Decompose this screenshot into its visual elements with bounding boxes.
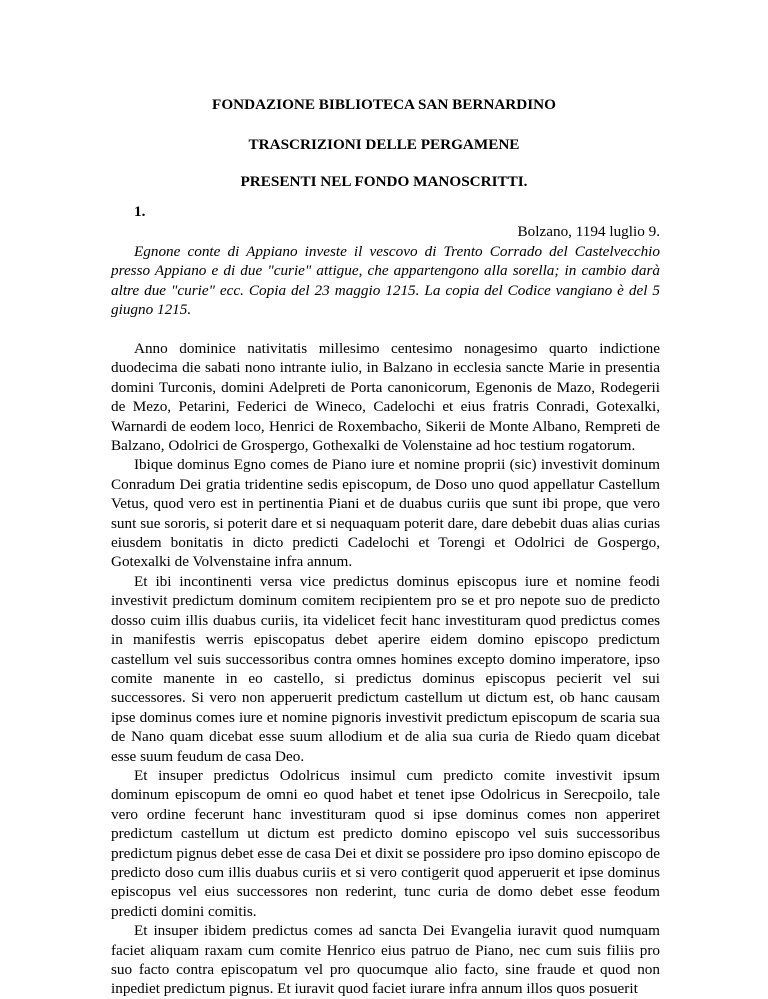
body-paragraph: Et insuper predictus Odolricus insimul cum predicto comite investivit ipsum dominum episcopum de omni eo quod habet et tenet ipse Odolricus in Serecpoilo, tale vero ordine fecerunt hanc investituram quod si ipse dominus comes non apperiret predictum castellum ut dictum est predicto domino episcopo vel suis successoribus predictum pignus debet esse de casa Dei et dixit se possidere pro ipso domino episcopo de predicto doso cum illis duabus curiis et si vero contigerit quod apperuerit et ipse dominus episcopus vel eius successores non rederint, tunc curia de domo debet esse feodum predicti domini comitis.: [111, 766, 660, 920]
body-paragraph: Ibique dominus Egno comes de Piano iure et nomine proprii (sic) investivit dominum Conradum Dei gratia tridentine sedis episcopum, de Doso uno quod appellatur Castellum Vetus, quod vero est in pertinentia Piani et de duabus curiis que sunt ibi prope, que vero sunt sue sororis, si poterit dare et si nequaquam poterit dare, dare debebit duas alias curias eiusdem bonitatis in dicto predicti Cadelochi et Torengi et Odolrici de Gospergo, Gotexalki de Volvenstaine infra annum.: [111, 456, 660, 571]
page-subtitle-2: PRESENTI NEL FONDO MANOSCRITTI.: [240, 173, 528, 190]
document-summary: Egnone conte di Appiano investe il vescovo di Trento Corrado del Castelvecchio presso Appiano e di due "curie" attigue, che appartengono alla sorella; in cambio darà altre due "curie" ecc. Copia del 23 maggio 1215. La copia del Codice vangiano è del 5 giugno 1215.: [111, 243, 660, 319]
document-number: 1.: [134, 203, 146, 220]
body-paragraph: Et ibi incontinenti versa vice predictus dominus episcopus iure et nomine feodi investivit predictum dominum comitem recipientem pro se et pro nepote suo de predicto dosso cuim illis duabus curiis, ita videlicet fecit hanc investituram quod predictus comes in manifestis werris episcopatus debet aperire eidem domino episcopo predictum castellum vel suis successoribus contra omnes homines excepto domino imperatore, ipso comite manente in eo castello, si predictus dominus episcopus pecierit vel sui successores. Si vero non apperuerit predictum castellum ut dictum est, ob hanc causam ipse dominus comes iure et nomine pignoris investivit predictum episcopum de scaria sua de Nano quam dicebat esse suum allodium et de alia sua curia de Riedo quam dicebat esse suum feudum de casa Deo.: [111, 572, 660, 765]
page-title: FONDAZIONE BIBLIOTECA SAN BERNARDINO: [212, 96, 556, 113]
page-subtitle: TRASCRIZIONI DELLE PERGAMENE: [248, 136, 520, 153]
body-paragraph: Et insuper ibidem predictus comes ad sancta Dei Evangelia iuravit quod numquam faciet aliquam raxam cum comite Henrico eius patruo de Piano, nec cum suis filiis pro suo facto contra episcopatum vel pro quocumque alio facto, sine fraude et quod non inpediet predictum pignus. Et iuravit quod faciet iurare infra annum illos quos posuerit: [111, 922, 660, 998]
body-paragraph: Anno dominice nativitatis millesimo centesimo nonagesimo quarto indictione duodecima die sabati nono intrante iulio, in Balzano in ecclesia sancte Marie in presentia domini Turconis, domini Adelpreti de Porta canonicorum, Egenonis de Mazo, Rodegerii de Mezo, Petarini, Federici de Wineco, Cadelochi et eius fratris Conradi, Gotexalki, Warnardi de eodem loco, Henrici de Roxembacho, Sikerii de Monte Albano, Rempreti de Balzano, Odolrici de Grospergo, Gothexalki de Volenstaine ad hoc testium rogatorum.: [111, 340, 660, 455]
document-date: Bolzano, 1194 luglio 9.: [517, 223, 660, 240]
document-body: [111, 339, 660, 999]
